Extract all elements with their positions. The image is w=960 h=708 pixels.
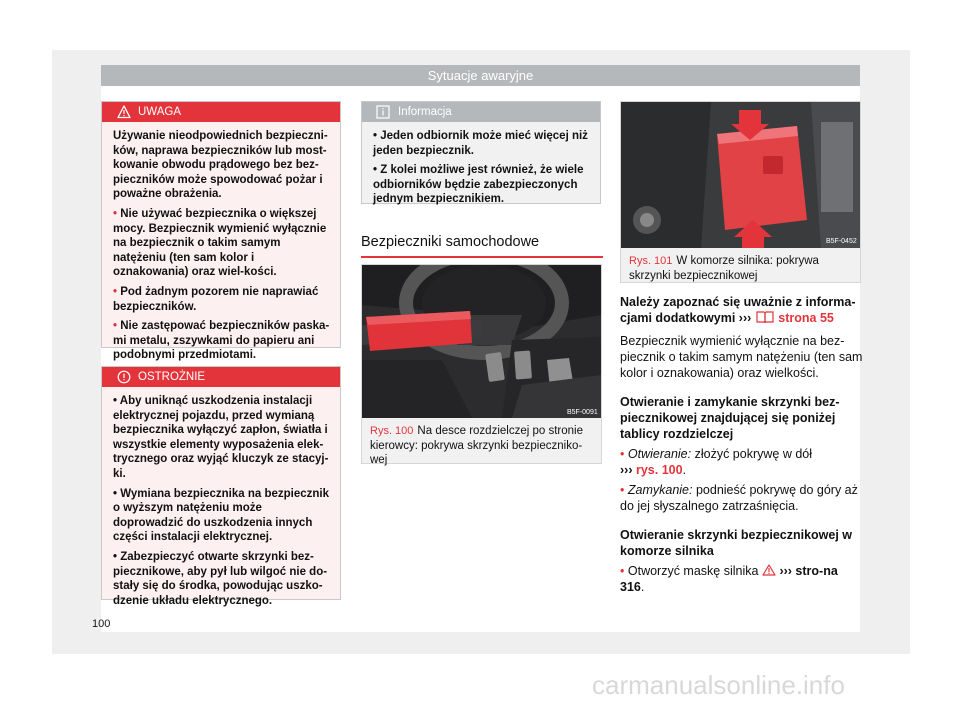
caution-bullet: • Zabezpieczyć otwarte skrzynki bez-piecznikowe, aby pył lub wilgoć nie do-stały się do środka, powodując uszko-dzenie układu elektrycznego. bbox=[113, 550, 328, 607]
caution-bullet: • Aby uniknąć uszkodzenia instalacji elektrycznej pojazdu, przed wymianą bezpiecznika wyłączyć zapłon, światła i wszystkie elementy wyposażenia elek-trycznego oraz wyjąć kluczyk ze stacyj-ki. bbox=[113, 395, 329, 480]
step-open: • Otwieranie: złożyć pokrywę w dół ››› rys. 100. bbox=[620, 447, 812, 477]
warning-title: UWAGA bbox=[138, 106, 182, 118]
right-column bbox=[620, 294, 864, 595]
info-box bbox=[361, 101, 601, 204]
page-link[interactable]: strona 55 bbox=[778, 311, 834, 325]
figure-101 bbox=[620, 101, 861, 283]
warning-bullet: • Nie używać bezpiecznika o większej mocy. Bezpiecznik wymienić wyłącznie na bezpiecznik o takim samym natężeniu (ten sam kolor i oznakowania) oraz wiel-kości. bbox=[113, 207, 327, 279]
figure-caption-text: W komorze silnika: pokrywa skrzynki bezpiecznikowej bbox=[629, 255, 819, 282]
dashboard-fuse-cover-image bbox=[362, 265, 601, 418]
info-title-bar bbox=[362, 102, 600, 122]
figure-caption bbox=[362, 418, 601, 468]
warning-triangle-icon bbox=[762, 564, 776, 576]
caution-bullet: • Wymiana bezpiecznika na bezpiecznik o wyższym natężeniu może doprowadzić do uszkodzenia innych części instalacji elektrycznej. bbox=[113, 487, 330, 544]
info-title: Informacja bbox=[398, 106, 452, 118]
figure-label: Rys. 100 bbox=[370, 425, 414, 437]
info-bullet: • Z kolei możliwe jest również, że wiele odbiorników będzie zabezpieczonych jednym bezpiecznikiem. bbox=[373, 164, 584, 206]
warning-title-bar bbox=[102, 102, 340, 122]
figure-100 bbox=[361, 264, 602, 464]
step-open-hood: • Otworzyć maskę silnika ››› stro-na 316. bbox=[620, 564, 838, 594]
caution-box bbox=[101, 366, 341, 607]
warning-triangle-icon bbox=[117, 105, 131, 119]
warning-bullet: • Nie zastępować bezpieczników paska-mi metalu, zszywkami do papieru ani podobnymi przedmiotami. bbox=[113, 320, 330, 362]
figure-code: B5F-0091 bbox=[567, 409, 598, 416]
engine-fuse-cover-image bbox=[621, 102, 860, 248]
info-icon bbox=[376, 105, 390, 119]
caution-title: OSTROŻNIE bbox=[138, 371, 206, 383]
replace-paragraph: Bezpiecznik wymienić wyłącznie na bez-piecznik o takim samym natężeniu (ten sam kolor i oznakowania) oraz wielkości. bbox=[620, 334, 863, 380]
step-close: • Zamykanie: podnieść pokrywę do góry aż do jej słyszalnego zatrzaśnięcia. bbox=[620, 483, 858, 513]
warning-intro: Używanie nieodpowiednich bezpieczni-ków, naprawa bezpieczników lub most-kowanie obwodu prądowego bez bez-pieczników może spowodować pożar i poważne obrażenia. bbox=[113, 130, 328, 201]
figure-ref-link[interactable]: rys. 100 bbox=[635, 463, 683, 477]
exclamation-circle-icon bbox=[117, 370, 131, 384]
subheading-dashboard-box: Otwieranie i zamykanie skrzynki bez-piecznikowej znajdującej się poniżej tablicy rozdzielczej bbox=[620, 395, 840, 441]
page-ref-link[interactable]: stro-na 316 bbox=[620, 564, 838, 594]
additional-info-note: Należy zapoznać się uważnie z informa-cjami dodatkowymi ››› strona 55 bbox=[620, 295, 856, 325]
warning-bullet: • Pod żadnym pozorem nie naprawiać bezpieczników. bbox=[113, 285, 319, 313]
figure-code: B5F-0452 bbox=[826, 238, 857, 245]
book-icon bbox=[755, 310, 775, 324]
figure-caption-text: Na desce rozdzielczej po stronie kierowcy: pokrywa skrzynki bezpieczniko-wej bbox=[370, 425, 583, 466]
page-header: Sytuacje awaryjne bbox=[101, 65, 860, 86]
page-number: 100 bbox=[92, 618, 111, 630]
section-rule bbox=[361, 256, 603, 258]
figure-caption bbox=[621, 248, 860, 283]
info-bullet: • Jeden odbiornik może mieć więcej niż jeden bezpiecznik. bbox=[373, 130, 588, 157]
caution-title-bar bbox=[102, 367, 340, 387]
section-heading: Bezpieczniki samochodowe bbox=[361, 234, 540, 250]
watermark: carmanualsonline.info bbox=[592, 670, 845, 700]
subheading-engine-box: Otwieranie skrzynki bezpiecznikowej w komorze silnika bbox=[620, 528, 853, 558]
figure-label: Rys. 101 bbox=[629, 255, 673, 267]
warning-box bbox=[101, 101, 341, 362]
